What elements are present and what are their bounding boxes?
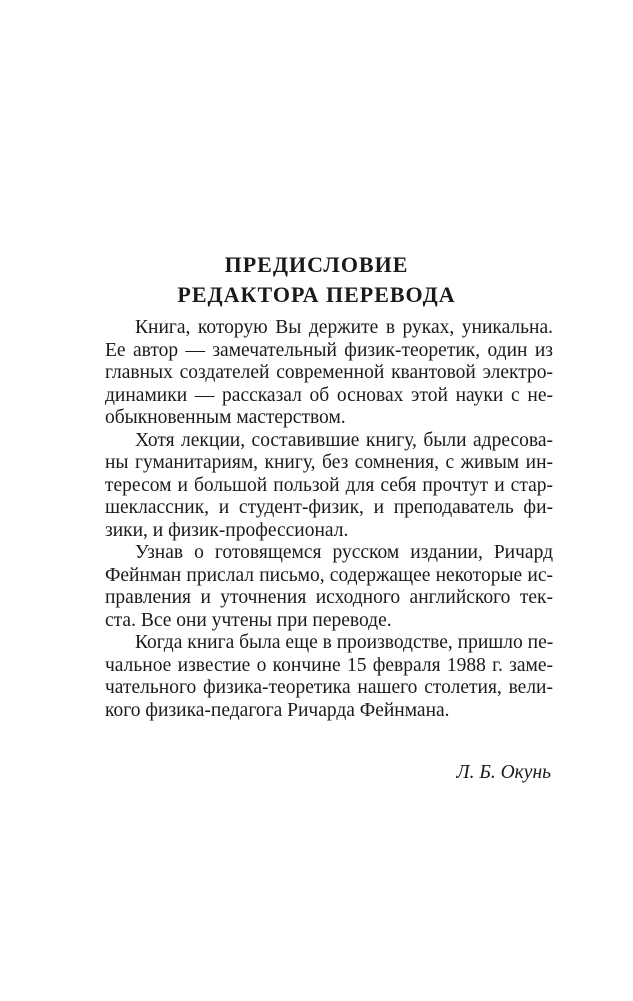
page-title [0, 250, 633, 310]
text-line: зики, и физик-профессионал. [105, 519, 349, 541]
text-line: обыкновенным мастерством. [105, 407, 346, 428]
title-line: РЕДАКТОРА ПЕРЕВОДА [177, 282, 456, 307]
text-line: Хотя лекции, составившие книгу, были адресова- [135, 429, 553, 451]
text-line: Фейнман прислал письмо, содержащее некоторые ис- [105, 564, 553, 586]
text-line: ны гуманитариям, книгу, без сомнения, с живым ин- [105, 452, 553, 473]
text-line: шеклассник, и студент-физик, и преподаватель фи- [105, 497, 553, 518]
text-line: кого физика-педагога Ричарда Фейнмана. [105, 699, 450, 721]
text-line: чательного физика-теоретика нашего столетия, вели- [105, 677, 553, 698]
paragraph [105, 632, 553, 722]
paragraph [105, 542, 553, 632]
text-line: Узнав о готовящемся русском издании, Ричард [135, 542, 553, 563]
text-line: динамики — рассказал об основах этой науки с не- [105, 384, 553, 406]
text-line: Книга, которую Вы держите в руках, уникальна. [135, 317, 553, 338]
preface-body [105, 317, 553, 722]
paragraph [105, 430, 553, 543]
paragraph [105, 317, 553, 430]
text-line: ста. Все они учтены при переводе. [105, 609, 392, 631]
text-line: правления и уточнения исходного английского тек- [105, 587, 553, 608]
text-line: чальное известие о кончине 15 февраля 1988 г. заме- [105, 654, 553, 676]
text-line: главных создателей современной квантовой электро- [105, 362, 553, 383]
signature: Л. Б. Окунь [456, 762, 551, 783]
text-line: Когда книга была еще в производстве, пришло пе- [135, 632, 554, 653]
text-line: Ее автор — замечательный физик-теоретик, один из [105, 339, 553, 361]
title-line: ПРЕДИСЛОВИЕ [224, 252, 409, 277]
text-line: тересом и большой пользой для себя прочтут и стар- [105, 474, 553, 496]
